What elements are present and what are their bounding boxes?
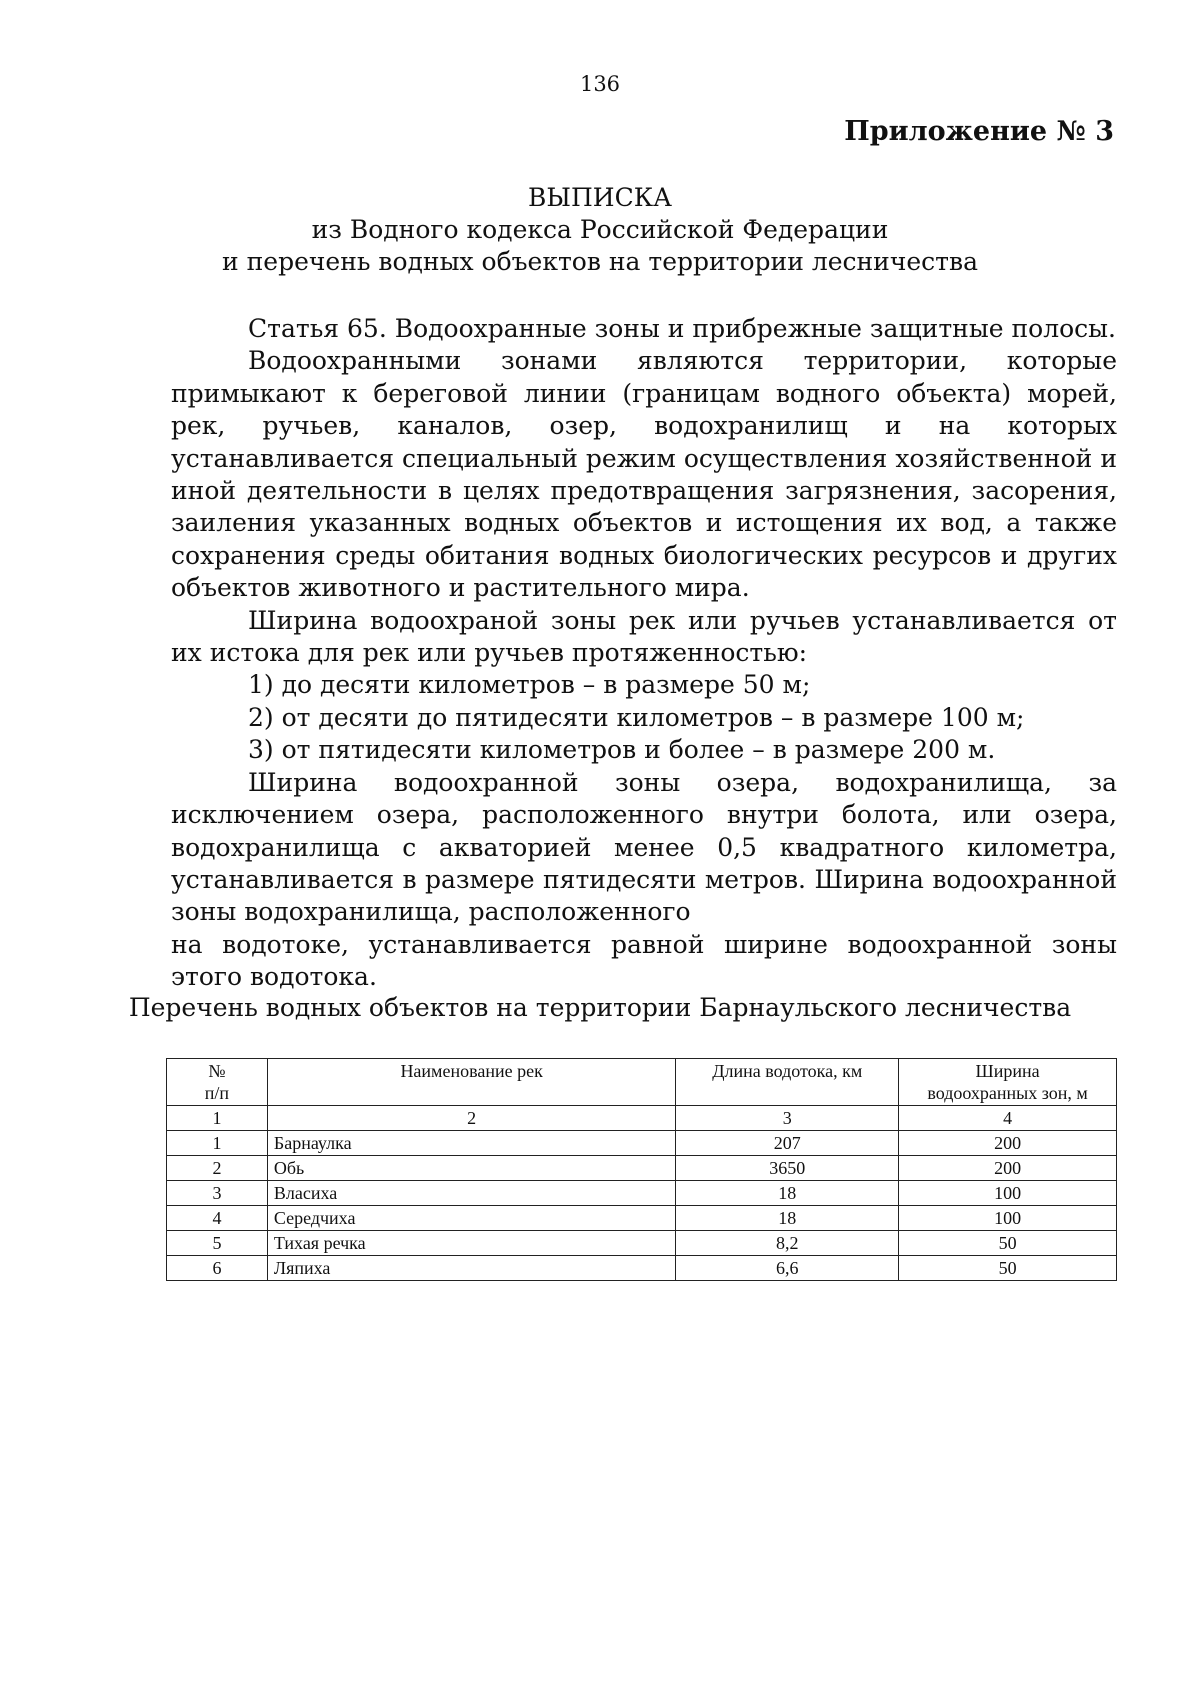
header-name: Наименование рек: [267, 1059, 676, 1106]
table-row: [167, 1231, 1117, 1256]
heading-title: ВЫПИСКА: [528, 183, 672, 212]
header-number-line1: №: [208, 1061, 226, 1081]
header-width: [899, 1059, 1117, 1106]
column-number: 1: [167, 1106, 268, 1131]
header-width-line1: Ширина: [975, 1061, 1040, 1081]
header-number: [167, 1059, 268, 1106]
table-row: [167, 1131, 1117, 1156]
river-length: 8,2: [676, 1231, 899, 1256]
column-number: 4: [899, 1106, 1117, 1131]
river-length: 18: [676, 1181, 899, 1206]
table-row: [167, 1156, 1117, 1181]
row-number: 2: [167, 1156, 268, 1181]
paragraph-definition: Водоохранными зонами являются территории, которые примыкают к береговой линии (границам водного объекта) морей, рек, ручьев, каналов, озер, водохранилищ и на которых устанавливается специальный режим осуществления хозяйственной и иной деятельности в целях предотвращения загрязнения, засорения, заиления указанных водных объектов и истощения их вод, а также сохранения среды обитания водных биологических ресурсов и других объектов животного и растительного мира.: [171, 346, 1117, 603]
paragraph-river-width: Ширина водоохраной зоны рек или ручьев устанавливается от их истока для рек или ручьев протяженностью:: [171, 605, 1117, 668]
row-number: 3: [167, 1181, 268, 1206]
river-length: 18: [676, 1206, 899, 1231]
paragraph-continuation: на водотоке, устанавливается равной ширине водоохранной зоны этого водотока.: [171, 929, 1117, 992]
heading-subtitle-2: и перечень водных объектов на территории лесничества: [222, 247, 978, 276]
appendix-title: Приложение № 3: [844, 116, 1114, 147]
river-name: Ляпиха: [267, 1256, 676, 1281]
column-number: 2: [267, 1106, 676, 1131]
river-name: Середчиха: [267, 1206, 676, 1231]
protection-zone-width: 100: [899, 1181, 1117, 1206]
protection-zone-width: 200: [899, 1131, 1117, 1156]
row-number: 6: [167, 1256, 268, 1281]
protection-zone-width: 200: [899, 1156, 1117, 1181]
river-name: Тихая речка: [267, 1231, 676, 1256]
table-column-numbers-row: [167, 1106, 1117, 1131]
list-item-1: 1) до десяти километров – в размере 50 м;: [248, 670, 811, 700]
body-text: [171, 313, 1117, 994]
paragraph-lake-width: Ширина водоохранной зоны озера, водохранилища, за исключением озера, расположенного внутри болота, или озера, водохранилища с акваторией менее 0,5 квадратного километра, устанавливается в размере пятидесяти метров. Ширина водоохранной зоны водохранилища, расположенного: [171, 767, 1117, 927]
protection-zone-width: 50: [899, 1231, 1117, 1256]
header-width-line2: водоохранных зон, м: [927, 1083, 1088, 1103]
column-number: 3: [676, 1106, 899, 1131]
header-number-line2: п/п: [204, 1083, 230, 1103]
row-number: 1: [167, 1131, 268, 1156]
page-number: 136: [579, 72, 621, 96]
protection-zone-width: 100: [899, 1206, 1117, 1231]
table-row: [167, 1206, 1117, 1231]
table-caption: Перечень водных объектов на территории Барнаульского лесничества: [128, 993, 1072, 1022]
river-name: Барнаулка: [267, 1131, 676, 1156]
river-length: 6,6: [676, 1256, 899, 1281]
header-length: Длина водотока, км: [676, 1059, 899, 1106]
table-row: [167, 1256, 1117, 1281]
heading-subtitle-1: из Водного кодекса Российской Федерации: [311, 215, 889, 244]
river-name: Обь: [267, 1156, 676, 1181]
row-number: 5: [167, 1231, 268, 1256]
list-item-3: 3) от пятидесяти километров и более – в размере 200 м.: [248, 735, 996, 765]
protection-zone-width: 50: [899, 1256, 1117, 1281]
river-length: 3650: [676, 1156, 899, 1181]
table-row: [167, 1181, 1117, 1206]
river-length: 207: [676, 1131, 899, 1156]
list-item-2: 2) от десяти до пятидесяти километров – в размере 100 м;: [248, 702, 1025, 732]
row-number: 4: [167, 1206, 268, 1231]
article-title: Статья 65. Водоохранные зоны и прибрежные защитные полосы.: [248, 314, 1116, 343]
document-heading: [0, 182, 1200, 278]
river-name: Власиха: [267, 1181, 676, 1206]
rivers-table: [166, 1058, 1117, 1281]
table-header-row: [167, 1059, 1117, 1106]
